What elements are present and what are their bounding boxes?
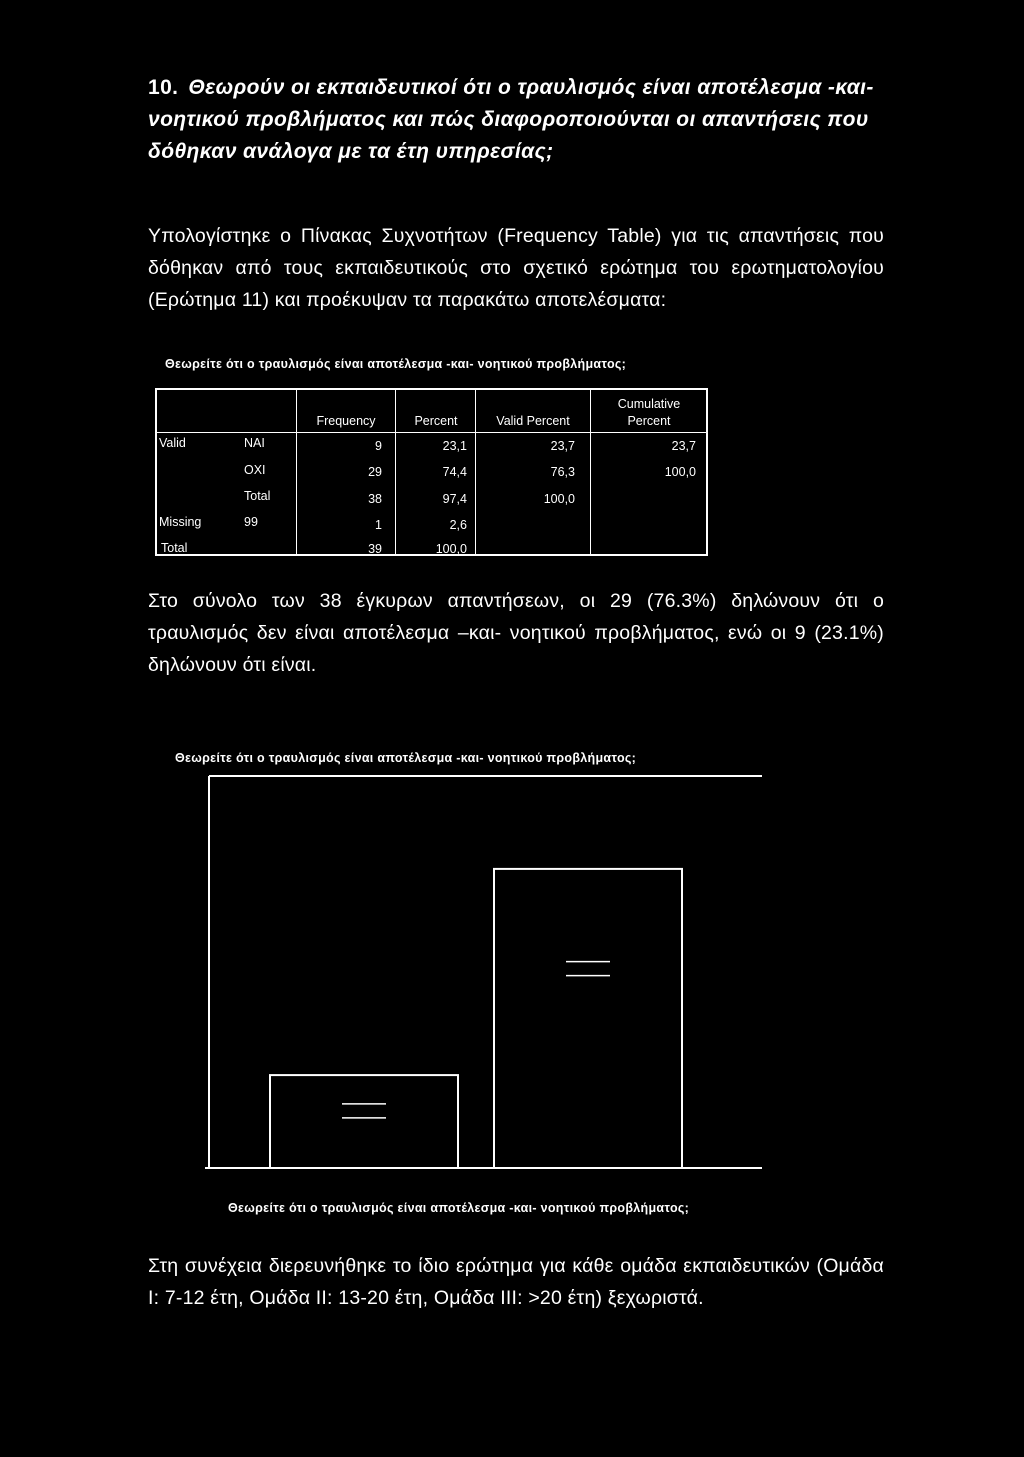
cell-percent: 23,1	[442, 439, 467, 453]
cell-valid-percent: 76,3	[550, 465, 575, 479]
chart-caption: Θεωρείτε ότι ο τραυλισμός είναι αποτέλεσμα -και- νοητικού προβλήματος;	[228, 1201, 690, 1215]
row-group-missing: Missing	[159, 515, 202, 529]
header-valid-percent: Valid Percent	[496, 414, 570, 428]
cell-percent: 100,0	[435, 542, 467, 556]
closing-paragraph: Στη συνέχεια διερευνήθηκε το ίδιο ερώτημα για κάθε ομάδα εκπαιδευτικών (Ομάδα Ι: 7-12 έτη, Ομάδα ΙΙ: 13-20 έτη, Ομάδα ΙΙΙ: >20 έτη) ξεχωριστά.	[148, 1255, 884, 1309]
cell-valid-percent: 23,7	[550, 439, 575, 453]
chart-title: Θεωρείτε ότι ο τραυλισμός είναι αποτέλεσμα -και- νοητικού προβλήματος;	[175, 751, 637, 765]
header-cumulative: Cumulative	[617, 397, 681, 411]
cell-cumulative: 100,0	[664, 465, 696, 479]
header-cumulative-percent: Percent	[627, 414, 671, 428]
header-frequency: Frequency	[316, 414, 376, 428]
row-group-valid: Valid	[159, 436, 186, 450]
cell-frequency: 38	[368, 492, 382, 506]
intro-paragraph: Υπολογίστηκε ο Πίνακας Συχνοτήτων (Frequency Table) για τις απαντήσεις που δόθηκαν από τους εκπαιδευτικούς στο σχετικό ερώτημα του ερωτηματολογίου (Ερώτημα 11) και προέκυψαν τα παρακάτω αποτελέσματα:	[148, 225, 884, 311]
chart-bars	[270, 869, 682, 1168]
cell-frequency: 39	[368, 542, 382, 556]
chart-bar	[270, 1075, 458, 1168]
cell-percent: 2,6	[449, 518, 467, 532]
cell-frequency: 9	[375, 439, 382, 453]
cell-percent: 74,4	[442, 465, 467, 479]
question-text: Θεωρούν οι εκπαιδευτικοί ότι ο τραυλισμός είναι αποτέλεσμα -και- νοητικού προβλήματος και πώς διαφοροποιούνται οι απαντήσεις που δόθηκαν ανάλογα με τα έτη υπηρεσίας;	[148, 76, 874, 163]
cell-cumulative: 23,7	[671, 439, 696, 453]
row-label: 99	[244, 515, 258, 529]
cell-percent: 97,4	[442, 492, 467, 506]
row-label: ΝΑΙ	[244, 436, 265, 450]
cell-valid-percent: 100,0	[543, 492, 575, 506]
summary-paragraph: Στο σύνολο των 38 έγκυρων απαντήσεων, οι 29 (76.3%) δηλώνουν ότι ο τραυλισμός δεν είναι αποτέλεσμα –και- νοητικού προβλήματος, ενώ οι 9 (23.1%) δηλώνουν ότι είναι.	[148, 590, 884, 676]
row-group-total: Total	[161, 541, 188, 555]
table-title: Θεωρείτε ότι ο τραυλισμός είναι αποτέλεσμα -και- νοητικού προβλήματος;	[165, 357, 627, 371]
row-label: Total	[244, 489, 271, 503]
question-number: 10.	[148, 76, 179, 99]
row-label: ΟΧΙ	[244, 463, 266, 477]
header-percent: Percent	[414, 414, 458, 428]
chart-bar	[494, 869, 682, 1168]
cell-frequency: 1	[375, 518, 382, 532]
cell-frequency: 29	[368, 465, 382, 479]
